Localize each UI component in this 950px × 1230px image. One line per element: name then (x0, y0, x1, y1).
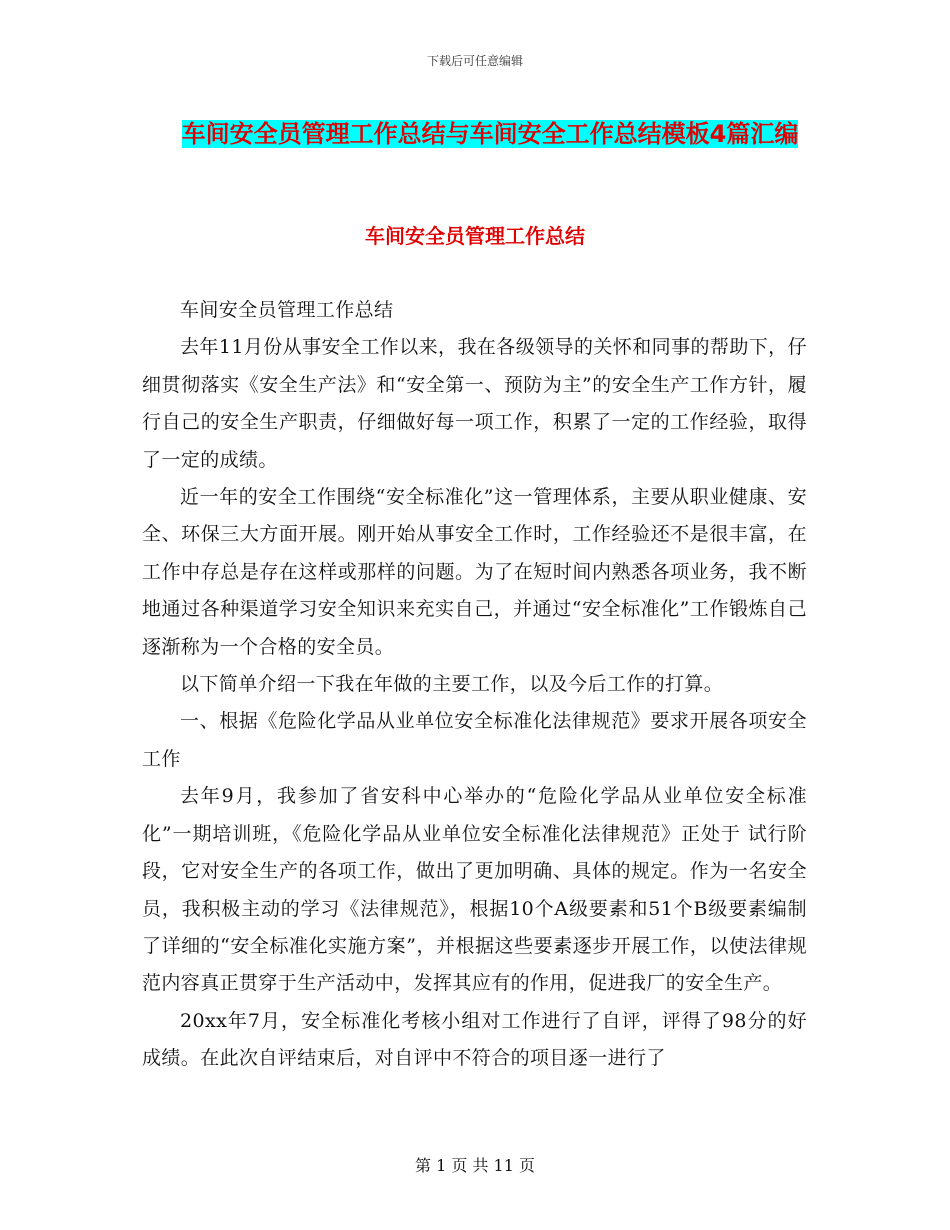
document-body (142, 292, 807, 1078)
document-title-text: 车间安全员管理工作总结与车间安全工作总结模板4篇汇编 (181, 120, 799, 148)
header-note: 下载后可任意编辑 (426, 54, 523, 68)
paragraph: 20xx年7月，安全标准化考核小组对工作进行了自评，评得了98分的好成绩。在此次自评结束后，对自评中不符合的项目逐一进行了 (142, 1009, 807, 1070)
paragraph: 去年9月，我参加了省安科中心举办的“危险化学品从业单位安全标准化”一期培训班，《危险化学品从业单位安全标准化法律规范》正处于 试行阶段，它对安全生产的各项工作，做出了更加明确、具体的规定。作为一名安全员，我积极主动的学习《法律规范》，根据10个A级要素和51个B级要素编制了详细的“安全标准化实施方案”，并根据这些要素逐步开展工作，以使法律规范内容真正贯穿于生产活动中，发挥其应有的作用，促进我厂的安全生产。 (142, 785, 807, 995)
page-number: 第 1 页 共 11 页 (415, 1156, 535, 1175)
paragraph: 以下简单介绍一下我在年做的主要工作，以及今后工作的打算。 (180, 673, 724, 696)
section-title: 车间安全员管理工作总结 (365, 224, 585, 248)
paragraph: 一、根据《危险化学品从业单位安全标准化法律规范》要求开展各项安全工作 (142, 710, 807, 770)
document-title (160, 108, 820, 160)
paragraph: 车间安全员管理工作总结 (180, 299, 394, 321)
paragraph: 去年11月份从事安全工作以来，我在各级领导的关怀和同事的帮助下，仔细贯彻落实《安全生产法》和“安全第一、预防为主”的安全生产工作方针，履行自己的安全生产职责，仔细做好每一项工作，积累了一定的工作经验，取得了一定的成绩。 (142, 336, 807, 471)
paragraph: 近一年的安全工作围绕“安全标准化”这一管理体系，主要从职业健康、安全、环保三大方面开展。刚开始从事安全工作时，工作经验还不是很丰富，在工作中存总是存在这样或那样的问题。为了在短时间内熟悉各项业务，我不断地通过各种渠道学习安全知识来充实自己，并通过“安全标准化”工作锻炼自己逐渐称为一个合格的安全员。 (142, 486, 807, 658)
